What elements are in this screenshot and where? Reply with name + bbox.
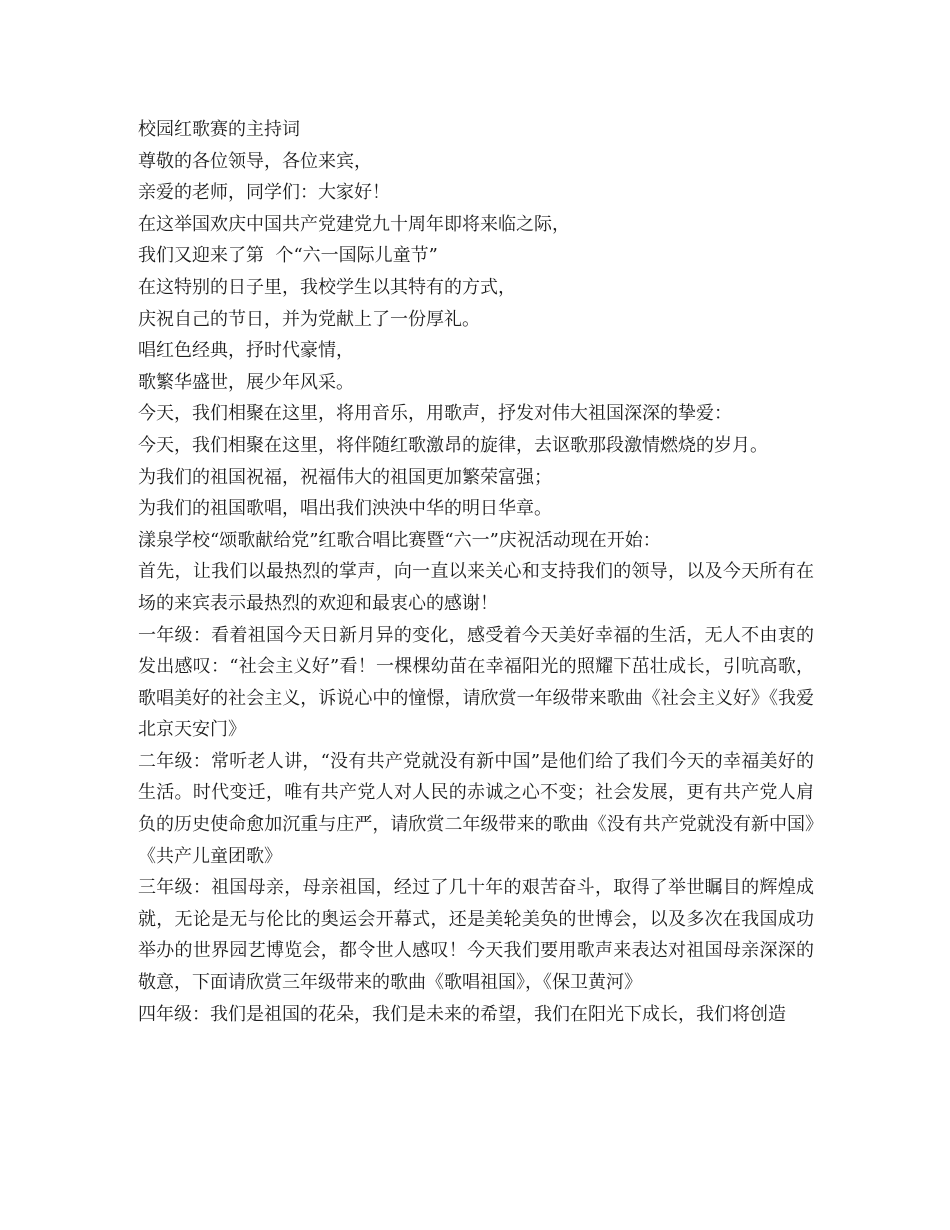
paragraph-grade-4: 四年级：我们是祖国的花朵，我们是未来的希望，我们在阳光下成长，我们将创造 [138, 1003, 786, 1025]
text-line: 为我们的祖国祝福，祝福伟大的祖国更加繁荣富强； [138, 466, 552, 488]
paragraph-grade-2: 二年级：常听老人讲，“没有共产党就没有新中国”是他们给了我们今天的幸福美好的生活。时代变迁，唯有共产党人对人民的赤诚之心不变；社会发展，更有共产党人肩负的历史使命愈加沉重与庄严，请欣赏二年级带来的歌曲《没有共产党就没有新中国》《共产儿童团歌》 [138, 750, 814, 867]
text-line: 亲爱的老师，同学们：大家好！ [138, 182, 390, 204]
text-line: 为我们的祖国歌唱，唱出我们泱泱中华的明日华章。 [138, 498, 552, 520]
text-line: 我们又迎来了第 个“六一国际儿童节” [138, 245, 438, 267]
text-line: 在这举国欢庆中国共产党建党九十周年即将来临之际， [138, 213, 570, 235]
text-line: 在这特别的日子里，我校学生以其特有的方式， [138, 276, 516, 298]
text-line: 尊敬的各位领导，各位来宾， [138, 150, 372, 172]
paragraph-grade-3: 三年级：祖国母亲，母亲祖国，经过了几十年的艰苦奋斗，取得了举世瞩目的辉煌成就，无论是无与伦比的奥运会开幕式，还是美轮美奂的世博会，以及多次在我国成功举办的世界园艺博览会，都令世人感叹！今天我们要用歌声来表达对祖国母亲深深的敬意，下面请欣赏三年级带来的歌曲《歌唱祖国》，《保卫黄河》 [138, 877, 814, 994]
paragraph-welcome: 首先，让我们以最热烈的掌声，向一直以来关心和支持我们的领导，以及今天所有在场的来宾表示最热烈的欢迎和最衷心的感谢！ [138, 561, 814, 614]
text-line: 漾泉学校“颂歌献给党”红歌合唱比赛暨“六一”庆祝活动现在开始： [138, 529, 661, 551]
document-body [138, 114, 814, 1030]
text-line: 今天，我们相聚在这里，将伴随红歌激昂的旋律，去讴歌那段激情燃烧的岁月。 [138, 434, 768, 456]
text-line: 唱红色经典，抒时代豪情， [138, 340, 354, 362]
text-line: 歌繁华盛世，展少年风采。 [138, 371, 354, 393]
text-line: 庆祝自己的节日，并为党献上了一份厚礼。 [138, 308, 480, 330]
paragraph-grade-1: 一年级：看着祖国今天日新月异的变化，感受着今天美好幸福的生活，无人不由衷的发出感叹：“社会主义好”看！一棵棵幼苗在幸福阳光的照耀下茁壮成长，引吭高歌，歌唱美好的社会主义，诉说心中的憧憬，请欣赏一年级带来歌曲《社会主义好》《我爱北京天安门》 [138, 624, 814, 741]
document-title: 校园红歌赛的主持词 [138, 119, 300, 140]
text-line: 今天，我们相聚在这里，将用音乐，用歌声，抒发对伟大祖国深深的挚爱： [138, 403, 732, 425]
